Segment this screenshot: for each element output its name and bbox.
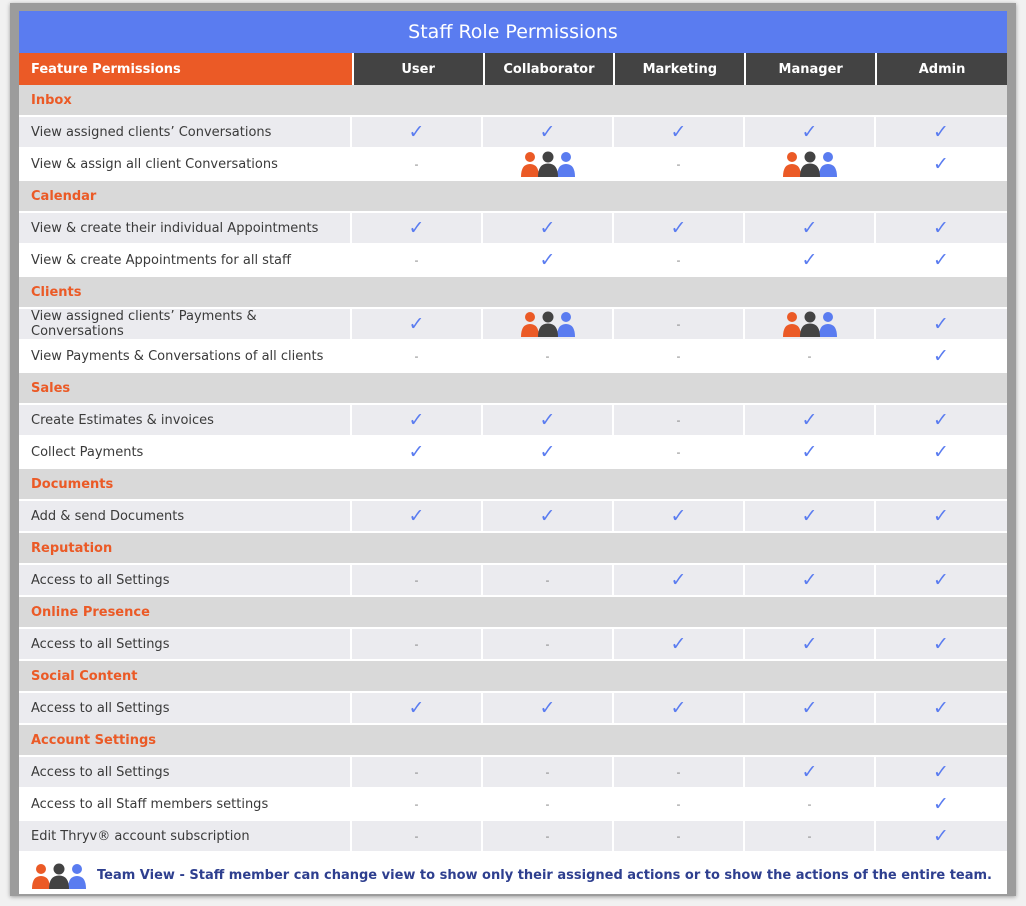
check-icon: ✓ <box>933 312 949 335</box>
cell-user <box>352 629 483 659</box>
cell-collaborator <box>483 565 614 595</box>
dash-mark: - <box>676 317 681 331</box>
check-icon: ✓ <box>408 408 425 431</box>
table-row <box>19 341 1007 373</box>
cell-user <box>352 501 483 531</box>
check-icon: ✓ <box>801 696 818 719</box>
cell-marketing <box>614 821 745 851</box>
check-icon: ✓ <box>539 408 556 431</box>
cell-marketing <box>614 757 745 787</box>
check-icon: ✓ <box>801 408 818 431</box>
dash-mark: - <box>545 765 550 779</box>
cell-collaborator <box>483 149 614 179</box>
feature-label: View assigned clients’ Payments & Conversations <box>19 309 352 339</box>
cell-marketing <box>614 309 745 339</box>
cell-user <box>352 693 483 723</box>
cell-collaborator <box>483 117 614 147</box>
dash-mark: - <box>545 829 550 843</box>
section-header: Sales <box>19 373 1007 405</box>
dash-mark: - <box>414 765 419 779</box>
check-icon: ✓ <box>670 216 687 239</box>
table-row <box>19 309 1007 341</box>
feature-label: View & assign all client Conversations <box>19 149 352 179</box>
header-role-admin: Admin <box>877 53 1007 85</box>
check-icon: ✓ <box>801 120 818 143</box>
dash-mark: - <box>414 797 419 811</box>
cell-marketing <box>614 693 745 723</box>
cell-user <box>352 757 483 787</box>
permissions-table-body <box>19 85 1007 853</box>
check-icon: ✓ <box>933 248 949 271</box>
cell-user <box>352 341 483 371</box>
section-header: Documents <box>19 469 1007 501</box>
table-header <box>19 53 1007 85</box>
cell-marketing <box>614 565 745 595</box>
check-icon: ✓ <box>933 408 949 431</box>
cell-marketing <box>614 789 745 819</box>
cell-user <box>352 405 483 435</box>
cell-marketing <box>614 117 745 147</box>
header-role-collaborator: Collaborator <box>485 53 614 85</box>
check-icon: ✓ <box>933 344 949 367</box>
check-icon: ✓ <box>408 440 425 463</box>
feature-label: View assigned clients’ Conversations <box>19 117 352 147</box>
cell-marketing <box>614 405 745 435</box>
check-icon: ✓ <box>933 632 949 655</box>
cell-user <box>352 565 483 595</box>
section-header: Inbox <box>19 85 1007 117</box>
check-icon: ✓ <box>539 696 556 719</box>
cell-admin <box>876 117 1006 147</box>
table-row <box>19 117 1007 149</box>
cell-user <box>352 789 483 819</box>
header-role-manager: Manager <box>746 53 875 85</box>
feature-label: Access to all Settings <box>19 757 352 787</box>
check-icon: ✓ <box>933 792 949 815</box>
table-row <box>19 149 1007 181</box>
check-icon: ✓ <box>933 152 949 175</box>
check-icon: ✓ <box>539 504 556 527</box>
cell-manager <box>745 501 876 531</box>
dash-mark: - <box>676 445 681 459</box>
cell-user <box>352 821 483 851</box>
feature-label: Access to all Staff members settings <box>19 789 352 819</box>
cell-admin <box>876 757 1006 787</box>
table-row <box>19 757 1007 789</box>
dash-mark: - <box>545 797 550 811</box>
dash-mark: - <box>414 573 419 587</box>
check-icon: ✓ <box>408 504 425 527</box>
team-view-icon <box>19 863 97 889</box>
permissions-card <box>19 11 1007 894</box>
cell-collaborator <box>483 821 614 851</box>
check-icon: ✓ <box>933 696 949 719</box>
cell-manager <box>745 245 876 275</box>
dash-mark: - <box>676 157 681 171</box>
dash-mark: - <box>676 829 681 843</box>
check-icon: ✓ <box>539 440 556 463</box>
cell-collaborator <box>483 405 614 435</box>
feature-label: Access to all Settings <box>19 693 352 723</box>
feature-label: Collect Payments <box>19 437 352 467</box>
cell-marketing <box>614 245 745 275</box>
table-row <box>19 245 1007 277</box>
dash-mark: - <box>676 413 681 427</box>
cell-marketing <box>614 629 745 659</box>
cell-marketing <box>614 501 745 531</box>
check-icon: ✓ <box>933 568 949 591</box>
cell-user <box>352 245 483 275</box>
cell-user <box>352 309 483 339</box>
cell-collaborator <box>483 245 614 275</box>
cell-marketing <box>614 341 745 371</box>
check-icon: ✓ <box>670 632 687 655</box>
cell-collaborator <box>483 789 614 819</box>
cell-manager <box>745 565 876 595</box>
section-header: Social Content <box>19 661 1007 693</box>
dash-mark: - <box>414 157 419 171</box>
cell-collaborator <box>483 437 614 467</box>
check-icon: ✓ <box>539 216 556 239</box>
cell-user <box>352 117 483 147</box>
cell-admin <box>876 437 1006 467</box>
cell-manager <box>745 117 876 147</box>
table-row <box>19 405 1007 437</box>
team-view-icon <box>782 311 838 337</box>
page-title: Staff Role Permissions <box>19 11 1007 53</box>
cell-manager <box>745 437 876 467</box>
check-icon: ✓ <box>801 568 818 591</box>
cell-collaborator <box>483 213 614 243</box>
dash-mark: - <box>414 349 419 363</box>
cell-admin <box>876 405 1006 435</box>
check-icon: ✓ <box>408 696 425 719</box>
section-header: Account Settings <box>19 725 1007 757</box>
dash-mark: - <box>676 349 681 363</box>
header-role-marketing: Marketing <box>615 53 744 85</box>
cell-manager <box>745 341 876 371</box>
cell-manager <box>745 629 876 659</box>
check-icon: ✓ <box>670 120 687 143</box>
check-icon: ✓ <box>933 440 949 463</box>
dash-mark: - <box>414 253 419 267</box>
cell-collaborator <box>483 757 614 787</box>
cell-manager <box>745 405 876 435</box>
check-icon: ✓ <box>933 760 949 783</box>
feature-label: View & create Appointments for all staff <box>19 245 352 275</box>
table-row <box>19 693 1007 725</box>
feature-label: Create Estimates & invoices <box>19 405 352 435</box>
dash-mark: - <box>676 797 681 811</box>
table-row <box>19 821 1007 853</box>
check-icon: ✓ <box>801 760 818 783</box>
cell-marketing <box>614 149 745 179</box>
cell-manager <box>745 149 876 179</box>
cell-manager <box>745 213 876 243</box>
cell-admin <box>876 821 1006 851</box>
cell-admin <box>876 789 1006 819</box>
dash-mark: - <box>414 829 419 843</box>
section-header: Clients <box>19 277 1007 309</box>
cell-manager <box>745 309 876 339</box>
cell-admin <box>876 693 1006 723</box>
feature-label: Edit Thryv® account subscription <box>19 821 352 851</box>
team-view-icon <box>520 311 576 337</box>
check-icon: ✓ <box>801 248 818 271</box>
check-icon: ✓ <box>933 504 949 527</box>
cell-admin <box>876 629 1006 659</box>
table-row <box>19 501 1007 533</box>
table-row <box>19 213 1007 245</box>
cell-marketing <box>614 213 745 243</box>
cell-admin <box>876 213 1006 243</box>
cell-manager <box>745 693 876 723</box>
table-row <box>19 789 1007 821</box>
cell-admin <box>876 149 1006 179</box>
check-icon: ✓ <box>801 216 818 239</box>
feature-label: Access to all Settings <box>19 565 352 595</box>
feature-label: Add & send Documents <box>19 501 352 531</box>
check-icon: ✓ <box>933 216 949 239</box>
cell-collaborator <box>483 309 614 339</box>
dash-mark: - <box>414 637 419 651</box>
check-icon: ✓ <box>933 824 949 847</box>
feature-label: View & create their individual Appointments <box>19 213 352 243</box>
dash-mark: - <box>807 349 812 363</box>
cell-marketing <box>614 437 745 467</box>
dash-mark: - <box>545 637 550 651</box>
dash-mark: - <box>676 765 681 779</box>
cell-admin <box>876 245 1006 275</box>
team-view-icon <box>782 151 838 177</box>
cell-user <box>352 149 483 179</box>
table-row <box>19 629 1007 661</box>
check-icon: ✓ <box>801 440 818 463</box>
header-role-user: User <box>354 53 483 85</box>
feature-label: View Payments & Conversations of all clients <box>19 341 352 371</box>
section-header: Reputation <box>19 533 1007 565</box>
dash-mark: - <box>807 797 812 811</box>
check-icon: ✓ <box>408 216 425 239</box>
cell-user <box>352 437 483 467</box>
legend-footer <box>19 857 1007 894</box>
cell-manager <box>745 757 876 787</box>
cell-manager <box>745 789 876 819</box>
cell-collaborator <box>483 629 614 659</box>
section-header: Calendar <box>19 181 1007 213</box>
dash-mark: - <box>807 829 812 843</box>
check-icon: ✓ <box>670 504 687 527</box>
feature-label: Access to all Settings <box>19 629 352 659</box>
check-icon: ✓ <box>670 568 687 591</box>
cell-user <box>352 213 483 243</box>
check-icon: ✓ <box>408 312 425 335</box>
check-icon: ✓ <box>670 696 687 719</box>
cell-admin <box>876 501 1006 531</box>
cell-collaborator <box>483 501 614 531</box>
dash-mark: - <box>676 253 681 267</box>
header-feature-permissions: Feature Permissions <box>19 53 352 85</box>
dash-mark: - <box>545 573 550 587</box>
check-icon: ✓ <box>933 120 949 143</box>
cell-collaborator <box>483 693 614 723</box>
check-icon: ✓ <box>801 632 818 655</box>
table-row <box>19 437 1007 469</box>
cell-admin <box>876 565 1006 595</box>
check-icon: ✓ <box>408 120 425 143</box>
cell-collaborator <box>483 341 614 371</box>
table-row <box>19 565 1007 597</box>
cell-admin <box>876 309 1006 339</box>
cell-manager <box>745 821 876 851</box>
dash-mark: - <box>545 349 550 363</box>
check-icon: ✓ <box>539 120 556 143</box>
section-header: Online Presence <box>19 597 1007 629</box>
cell-admin <box>876 341 1006 371</box>
team-view-icon <box>520 151 576 177</box>
check-icon: ✓ <box>539 248 556 271</box>
legend-text: Team View - Staff member can change view to show only their assigned actions or to show the actions of the entire team. <box>97 868 993 883</box>
check-icon: ✓ <box>801 504 818 527</box>
